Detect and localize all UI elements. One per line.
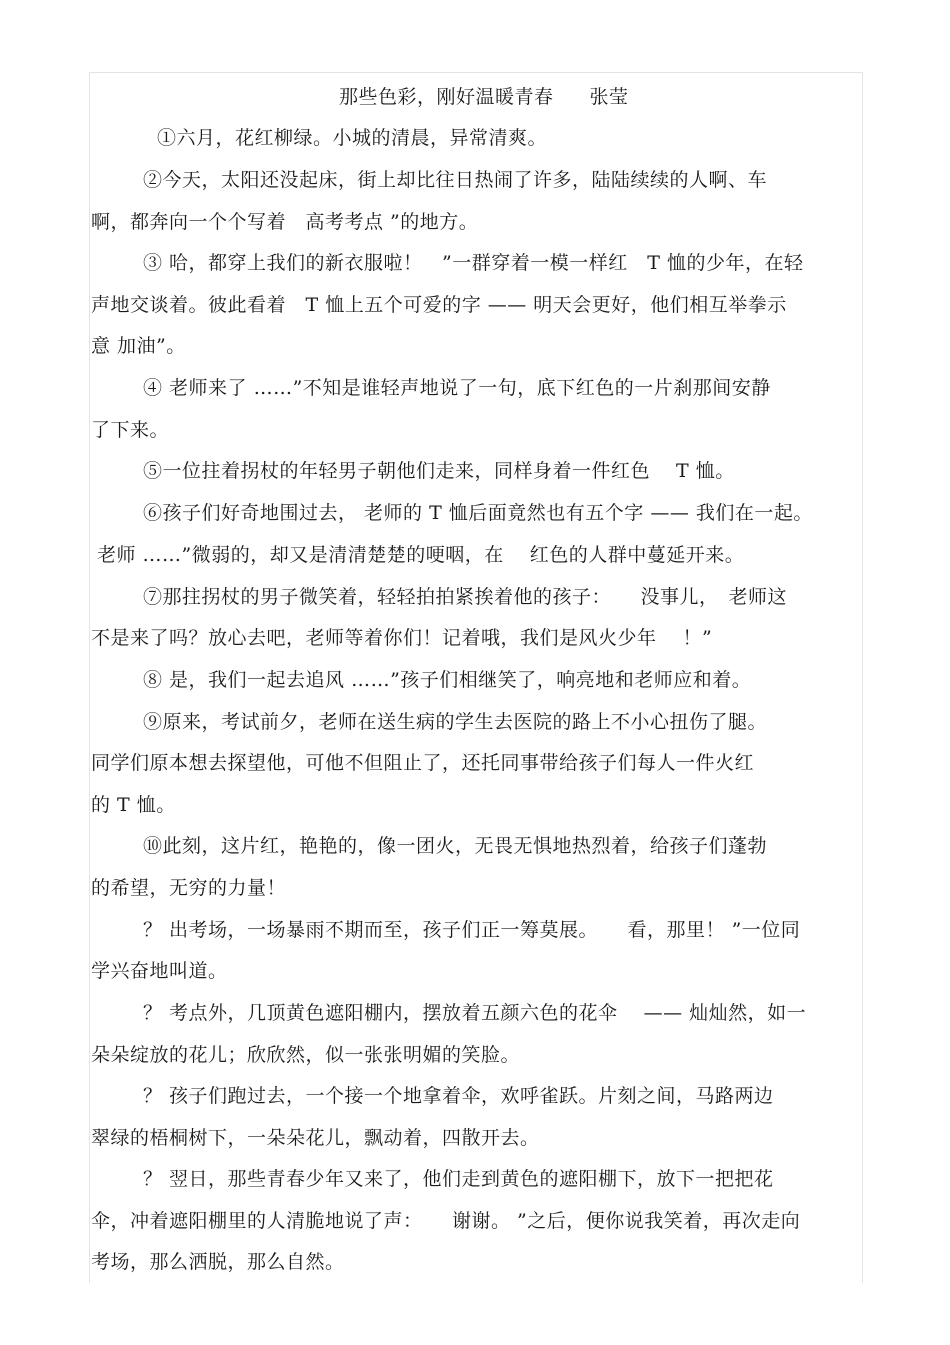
paragraph-line: ？ 孩子们跑过去，一个接一个地拿着伞，欢呼雀跃。片刻之间，马路两边	[143, 1085, 774, 1107]
paragraph-line: 考场，那么洒脱，那么自然。	[91, 1251, 345, 1273]
paragraph-line: ？ 考点外，几顶黄色遮阳棚内，摆放着五颜六色的花伞 —— 灿灿然，如一	[143, 1002, 807, 1024]
paragraph-line: ？ 翌日，那些青春少年又来了，他们走到黄色的遮阳棚下，放下一把把花	[143, 1168, 774, 1190]
paragraph-line: 的 T 恤。	[91, 794, 176, 816]
paragraph-line: ④ 老师来了 ……”不知是谁轻声地说了一句，底下红色的一片刹那间安静	[143, 377, 771, 399]
title-text: 那些色彩，刚好温暖青春	[339, 86, 554, 108]
paragraph-line: 声地交谈着。彼此看着 T 恤上五个可爱的字 —— 明天会更好，他们相互举拳示	[91, 294, 787, 316]
paragraph-line: 朵朵绽放的花儿；欣欣然，似一张张明媚的笑脸。	[91, 1044, 521, 1066]
paragraph-line: 意 加油”。	[91, 335, 186, 357]
paragraph-line: ⑨原来，考试前夕，老师在送生病的学生去医院的路上不小心扭伤了腿。	[143, 711, 768, 733]
paragraph-line: 的希望，无穷的力量！	[91, 877, 287, 899]
paragraph-line: 翠绿的梧桐树下，一朵朵花儿，飘动着，四散开去。	[91, 1127, 540, 1149]
paragraph-line: ⑤一位拄着拐杖的年轻男子朝他们走来，同样身着一件红色 T 恤。	[143, 460, 735, 482]
paragraph-line: 啊，都奔向一个个写着 高考考点 ”的地方。	[91, 211, 479, 233]
paragraph-line: ⑩此刻，这片红，艳艳的，像一团火，无畏无惧地热烈着，给孩子们蓬勃	[143, 835, 768, 857]
paragraph-line: ①六月，花红柳绿。小城的清晨，异常清爽。	[157, 127, 548, 149]
paragraph-line: ③ 哈，都穿上我们的新衣服啦！ ”一群穿着一模一样红 T 恤的少年，在轻	[143, 252, 804, 274]
paragraph-line: ⑦那拄拐杖的男子微笑着，轻轻拍拍紧挨着他的孩子： 没事儿， 老师这	[143, 586, 788, 608]
paragraph-line: 同学们原本想去探望他，可他不但阻止了，还托同事带给孩子们每人一件火红	[91, 752, 755, 774]
author-name: 张莹	[589, 86, 629, 108]
paragraph-line: 学兴奋地叫道。	[91, 960, 228, 982]
paragraph-line: 老师 ……”微弱的，却又是清清楚楚的哽咽，在 红色的人群中蔓延开来。	[97, 544, 745, 566]
paragraph-line: ⑧ 是，我们一起去追风 ……”孩子们相继笑了，响亮地和老师应和着。	[143, 669, 752, 691]
paragraph-line: 伞，冲着遮阳棚里的人清脆地说了声： 谢谢。 ”之后，便你说我笑着，再次走向	[91, 1210, 801, 1232]
paragraph-line: ⑥孩子们好奇地围过去， 老师的 T 恤后面竟然也有五个字 —— 我们在一起。	[143, 502, 813, 524]
paragraph-line: ②今天，太阳还没起床，街上却比往日热闹了许多，陆陆续续的人啊、车	[143, 169, 768, 191]
paragraph-line: 不是来了吗？放心去吧，老师等着你们！记着哦，我们是风火少年 ！”	[91, 627, 713, 649]
paragraph-line: ？ 出考场，一场暴雨不期而至，孩子们正一筹莫展。 看，那里！ ”一位同	[143, 919, 801, 941]
paragraph-line: 了下来。	[91, 419, 170, 441]
document-title	[339, 85, 629, 109]
